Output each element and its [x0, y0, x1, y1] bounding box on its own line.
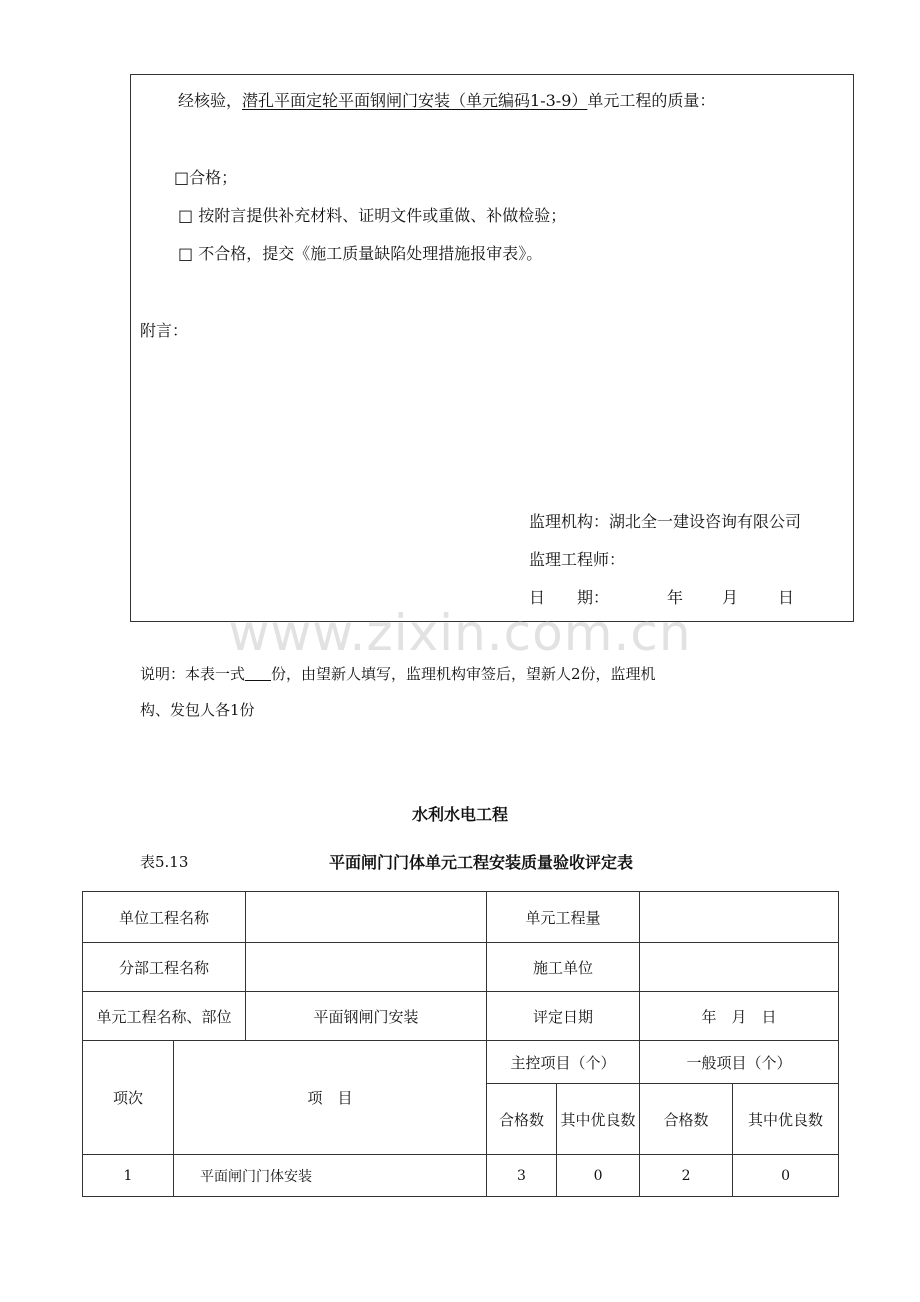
review-date-month: 月: [722, 588, 739, 607]
row-main-qualified: 3: [487, 1155, 557, 1197]
header-main-qualified: 合格数: [487, 1084, 557, 1155]
element-name-value: 平面钢闸门安装: [246, 992, 487, 1041]
construction-unit-input[interactable]: [640, 943, 839, 992]
explanation-line1-a: 说明：本表一式: [140, 665, 246, 683]
division-name-input[interactable]: [246, 943, 487, 992]
header-main-items: 主控项目（个）: [487, 1041, 640, 1084]
review-date-year: 年: [667, 588, 684, 607]
review-statement: [178, 90, 715, 112]
option-unqualified[interactable]: □ 不合格，提交《施工质量缺陷处理措施报审表》。: [178, 244, 543, 263]
explanation-line1: [140, 663, 656, 685]
evaluation-table: [82, 891, 839, 1197]
label-eval-date: 评定日期: [487, 992, 640, 1041]
watermark: www.zixin.com.cn: [228, 604, 692, 662]
label-division-name: 分部工程名称: [83, 943, 246, 992]
review-intro-end: 单元工程的质量：: [587, 91, 716, 110]
header-general-qualified: 合格数: [640, 1084, 733, 1155]
review-date-day: 日: [778, 588, 795, 607]
note-label: 附言：: [140, 321, 189, 340]
element-quantity-input[interactable]: [640, 892, 839, 943]
label-element-quantity: 单元工程量: [487, 892, 640, 943]
label-unit-project-name: 单位工程名称: [83, 892, 246, 943]
option-supplement[interactable]: □ 按附言提供补充材料、证明文件或重做、补做检验；: [178, 206, 567, 225]
unit-project-name-input[interactable]: [246, 892, 487, 943]
supervisor-engineer: 监理工程师：: [529, 550, 626, 569]
explanation-line2: 构、发包人各1份: [140, 701, 255, 719]
eval-date-value: 年 月 日: [640, 992, 839, 1041]
review-intro: 经核验，: [178, 91, 243, 110]
supervisor-org: 监理机构：湖北全一建设咨询有限公司: [529, 512, 802, 531]
table-row: [83, 1155, 839, 1197]
review-box: [130, 74, 854, 622]
row-item: 平面闸门门体安装: [174, 1155, 487, 1197]
form-title: 平面闸门门体单元工程安装质量验收评定表: [329, 853, 634, 872]
row-general-qualified: 2: [640, 1155, 733, 1197]
option-qualified[interactable]: □合格；: [174, 168, 238, 187]
label-construction-unit: 施工单位: [487, 943, 640, 992]
review-date-label: 日 期：: [529, 588, 610, 607]
row-general-excellent: 0: [733, 1155, 839, 1197]
explanation-line1-b: 份，由望新人填写，监理机构审签后，望新人2份，监理机: [271, 665, 656, 683]
row-no: 1: [83, 1155, 174, 1197]
header-general-excellent: 其中优良数: [733, 1084, 839, 1155]
header-item: 项 目: [174, 1041, 487, 1155]
copies-blank: [245, 664, 271, 681]
header-main-excellent: 其中优良数: [557, 1084, 640, 1155]
row-main-excellent: 0: [557, 1155, 640, 1197]
form-category: 水利水电工程: [411, 805, 508, 824]
header-general-items: 一般项目（个）: [640, 1041, 839, 1084]
table-number: 表5.13: [140, 853, 189, 871]
unit-element-name: 潜孔平面定轮平面钢闸门安装（单元编码1-3-9）: [242, 91, 588, 110]
header-item-no: 项次: [83, 1041, 174, 1155]
label-element-name-part: 单元工程名称、部位: [83, 992, 246, 1041]
